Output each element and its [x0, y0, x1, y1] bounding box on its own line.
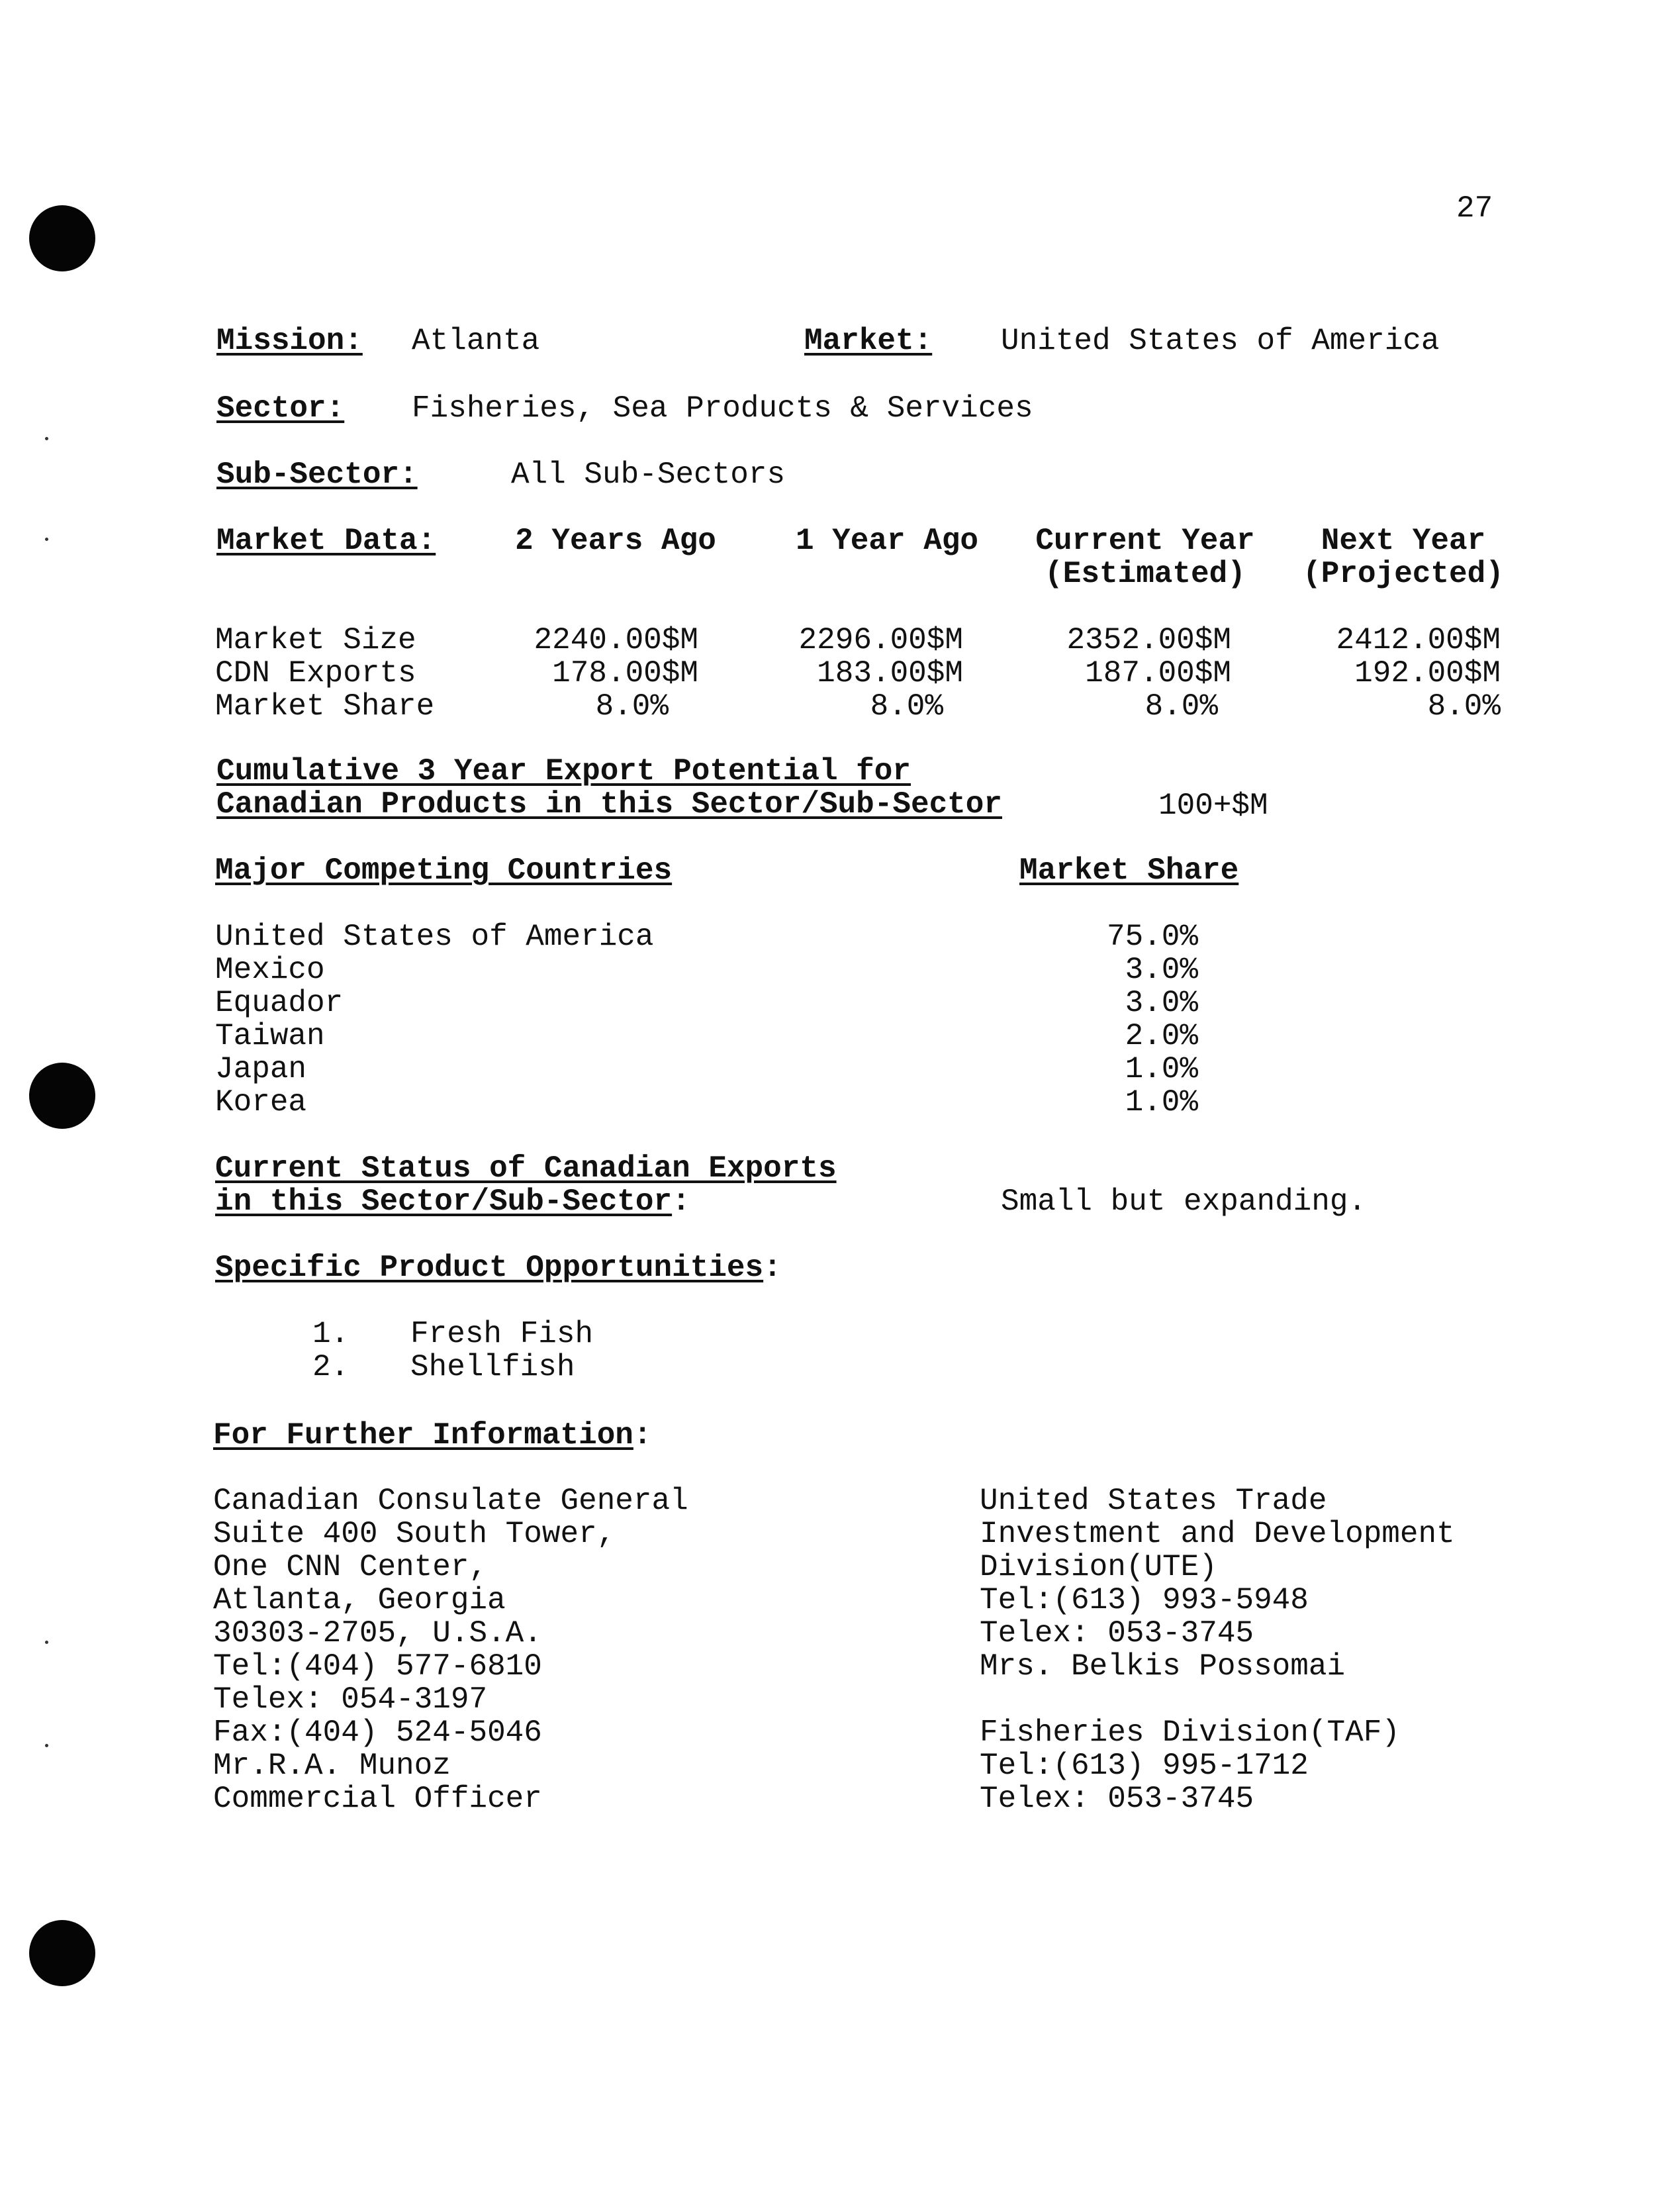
current-status-line1: Current Status of Canadian Exports	[215, 1151, 837, 1186]
current-status-label: Current Status of Canadian Exports in this Sector/Sub-Sector:	[215, 1151, 837, 1219]
market-data-header	[1013, 524, 1278, 591]
scan-speck	[45, 538, 48, 541]
competitor-share: 75.0%	[1106, 920, 1198, 954]
opportunity-number: 2.	[312, 1350, 350, 1384]
competitor-share: 2.0%	[1125, 1019, 1198, 1053]
sub-sector-label: Sub-Sector:	[216, 457, 418, 492]
competitor-country: United States of America	[215, 920, 654, 954]
market-label: Market:	[804, 324, 933, 358]
contact-right-line: Telex: 053-3745	[980, 1782, 1254, 1816]
market-value: United States of America	[1001, 324, 1440, 358]
binder-hole-bottom	[29, 1920, 95, 1986]
header-line2: (Estimated)	[1045, 557, 1246, 591]
mission-label: Mission:	[216, 324, 363, 358]
competitor-share: 1.0%	[1125, 1085, 1198, 1120]
market-data-header	[761, 524, 1013, 557]
current-status-line2: in this Sector/Sub-Sector	[215, 1184, 673, 1219]
export-potential-value: 100+$M	[1158, 789, 1268, 823]
market-data-cell: 8.0%	[870, 689, 943, 724]
competitor-country: Equador	[215, 986, 344, 1020]
contact-left-line: Suite 400 South Tower,	[213, 1517, 616, 1551]
further-info-heading-wrap: For Further Information:	[213, 1418, 652, 1453]
competitor-country: Taiwan	[215, 1019, 325, 1053]
market-data-header	[1278, 524, 1529, 591]
competitor-share: 1.0%	[1125, 1052, 1198, 1086]
opportunity-item: Fresh Fish	[410, 1317, 594, 1351]
current-status-value: Small but expanding.	[1001, 1184, 1367, 1219]
scan-speck	[45, 1744, 48, 1747]
contact-left-line: Atlanta, Georgia	[213, 1583, 506, 1617]
contact-right-line: Fisheries Division(TAF)	[980, 1715, 1400, 1750]
competitor-country: Korea	[215, 1085, 307, 1120]
competitor-share: 3.0%	[1125, 986, 1198, 1020]
scan-speck	[45, 1641, 48, 1644]
market-data-cell: 8.0%	[1427, 689, 1501, 724]
sector-label: Sector:	[216, 391, 345, 426]
contact-left-line: One CNN Center,	[213, 1550, 488, 1584]
further-info-heading: For Further Information	[213, 1418, 633, 1453]
market-data-cell: 192.00$M	[1354, 656, 1501, 691]
market-data-cell: 183.00$M	[817, 656, 963, 691]
header-line1: 1 Year Ago	[795, 524, 979, 558]
market-data-cell: 2412.00$M	[1336, 623, 1501, 657]
scan-speck	[45, 437, 48, 440]
contact-right-line: Tel:(613) 993-5948	[980, 1583, 1309, 1617]
competitor-share: 3.0%	[1125, 953, 1198, 987]
page-number: 27	[1456, 191, 1493, 226]
market-data-cell: 8.0%	[595, 689, 669, 724]
export-potential-line1: Cumulative 3 Year Export Potential for	[216, 754, 911, 789]
contact-right-line: Mrs. Belkis Possomai	[980, 1649, 1346, 1684]
header-line1: Current Year	[1035, 524, 1255, 558]
contact-left-line: Tel:(404) 577-6810	[213, 1649, 542, 1684]
market-data-row-label: Market Share	[215, 689, 435, 724]
opportunity-number: 1.	[312, 1317, 350, 1351]
opportunity-item: Shellfish	[410, 1350, 575, 1384]
sub-sector-value: All Sub-Sectors	[511, 457, 786, 492]
binder-hole-middle	[29, 1063, 95, 1129]
opportunities-heading: Specific Product Opportunities	[215, 1251, 764, 1285]
market-data-cell: 178.00$M	[552, 656, 698, 691]
header-line1: 2 Years Ago	[515, 524, 716, 558]
competitors-heading: Major Competing Countries	[215, 853, 673, 888]
contact-left-line: Mr.R.A. Munoz	[213, 1749, 451, 1783]
header-line1: Next Year	[1321, 524, 1486, 558]
market-data-cell: 2296.00$M	[798, 623, 963, 657]
mission-value: Atlanta	[412, 324, 540, 358]
market-data-row-label: Market Size	[215, 623, 416, 657]
header-line2: (Projected)	[1303, 557, 1504, 591]
contact-right-line: Investment and Development	[980, 1517, 1455, 1551]
contact-right-line: United States Trade	[980, 1484, 1327, 1518]
competitor-country: Japan	[215, 1052, 307, 1086]
market-data-cell: 2352.00$M	[1066, 623, 1231, 657]
market-data-row-label: CDN Exports	[215, 656, 416, 691]
binder-hole-top	[29, 205, 95, 271]
competitor-country: Mexico	[215, 953, 325, 987]
market-data-header	[490, 524, 741, 557]
sector-value: Fisheries, Sea Products & Services	[412, 391, 1033, 426]
export-potential-label	[216, 755, 1002, 821]
contact-left-line: Commercial Officer	[213, 1782, 542, 1816]
competitors-share-heading: Market Share	[1019, 853, 1239, 888]
market-data-cell: 2240.00$M	[534, 623, 698, 657]
market-data-label: Market Data:	[216, 524, 436, 558]
market-data-cell: 187.00$M	[1085, 656, 1231, 691]
opportunities-heading-wrap: Specific Product Opportunities:	[215, 1251, 782, 1285]
market-data-cell: 8.0%	[1144, 689, 1218, 724]
contact-right-line: Telex: 053-3745	[980, 1616, 1254, 1651]
contact-right-line: Division(UTE)	[980, 1550, 1217, 1584]
contact-left-line: Fax:(404) 524-5046	[213, 1715, 542, 1750]
contact-left-line: Telex: 054-3197	[213, 1682, 488, 1717]
contact-left-line: 30303-2705, U.S.A.	[213, 1616, 542, 1651]
contact-right-line: Tel:(613) 995-1712	[980, 1749, 1309, 1783]
contact-left-line: Canadian Consulate General	[213, 1484, 688, 1518]
export-potential-line2: Canadian Products in this Sector/Sub-Sector	[216, 787, 1002, 822]
